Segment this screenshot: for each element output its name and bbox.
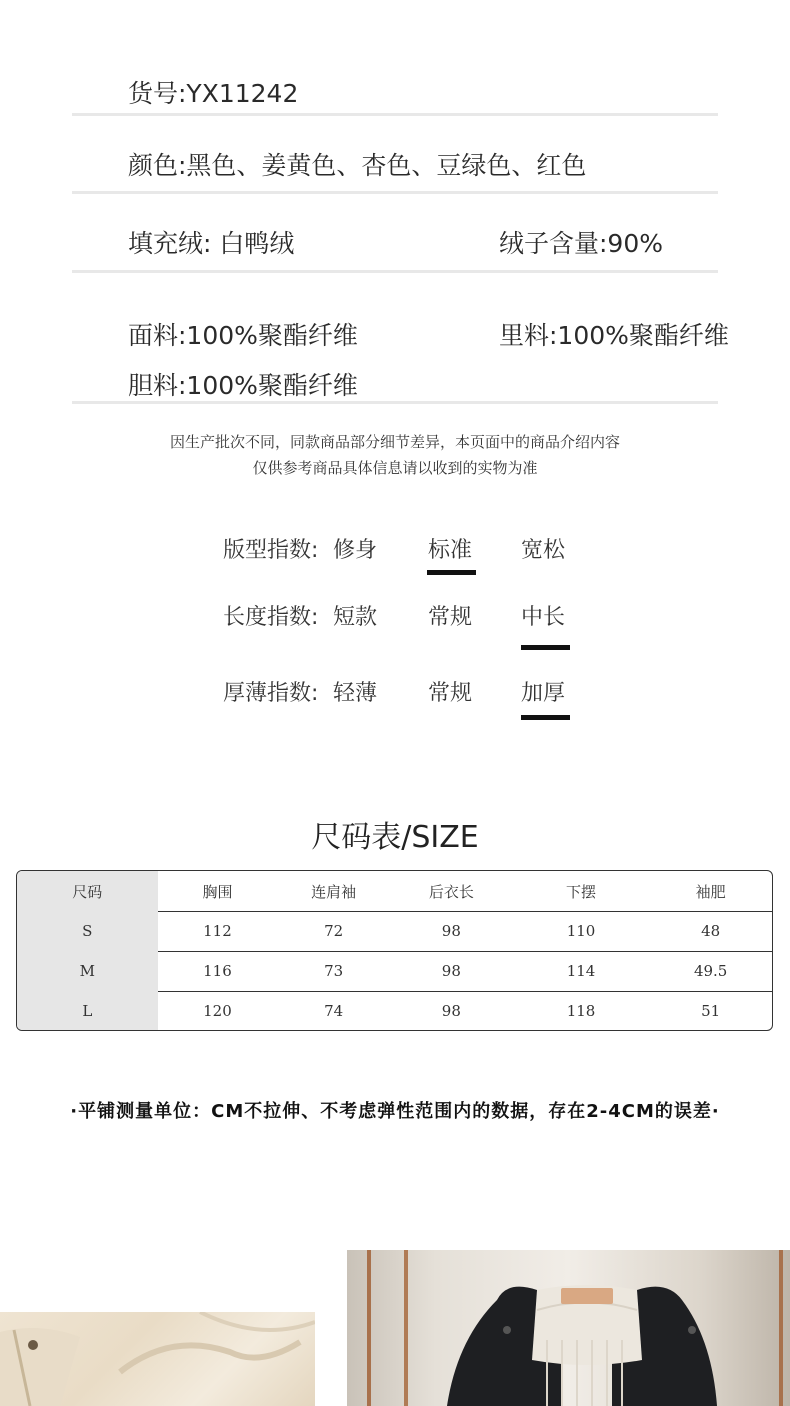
index-label: 版型指数: [223,538,319,563]
lining-spec: 里料:100%聚酯纤维 [499,321,729,350]
divider [72,191,718,194]
table-cell: 120 [203,1002,232,1020]
header-cell: 袖肥 [695,882,726,901]
table-cell: 48 [701,922,721,940]
size-cell: S [17,911,158,951]
table-cell: 98 [441,1002,461,1020]
product-photo-black [347,1250,790,1406]
index-option: 常规 [428,605,473,630]
measurement-note: ·平铺测量单位：CM不拉伸、不考虑弹性范围内的数据，存在2-4CM的误差· [70,1101,720,1122]
index-option: 短款 [333,605,378,630]
table-cell: 112 [203,922,232,940]
item-number: 货号:YX11242 [128,79,299,108]
index-option: 常规 [428,681,473,706]
table-row [17,951,772,991]
size-table [16,870,773,1031]
selected-indicator [427,570,476,575]
header-cell: 尺码 [17,871,158,911]
selected-indicator [521,645,570,650]
divider [72,270,718,273]
index-option: 修身 [333,538,378,563]
divider [72,113,718,116]
index-option: 轻薄 [333,681,378,706]
table-cell: 49.5 [693,962,728,980]
fabric-spec: 面料:100%聚酯纤维 [128,321,358,350]
index-option: 加厚 [521,681,566,706]
disclaimer-line-1: 因生产批次不同，同款商品部分细节差异，本页面中的商品介绍内容 [169,433,620,451]
filling-spec: 填充绒: 白鸭绒 [128,229,295,258]
table-cell: 114 [566,962,596,980]
table-cell: 51 [701,1002,721,1020]
size-cell: M [17,951,158,991]
index-option: 宽松 [521,538,566,563]
disclaimer-line-2: 仅供参考商品具体信息请以收到的实物为准 [252,459,538,477]
header-cell: 胸围 [202,882,233,901]
product-photo-beige [0,1312,315,1406]
table-row [17,911,772,951]
selected-indicator [521,715,570,720]
table-cell: 118 [566,1002,596,1020]
black-jacket-image [347,1250,790,1406]
index-option: 中长 [521,605,566,630]
beige-jacket-image [0,1312,315,1406]
table-cell: 116 [203,962,232,980]
colors-spec: 颜色:黑色、姜黄色、杏色、豆绿色、红色 [128,151,587,180]
liner-spec: 胆料:100%聚酯纤维 [128,371,358,400]
index-label: 厚薄指数: [223,681,319,706]
size-cell: L [17,991,158,1031]
table-cell: 98 [441,962,461,980]
down-content-spec: 绒子含量:90% [499,229,663,258]
table-cell: 98 [441,922,461,940]
table-row [17,991,772,1031]
header-cell: 连肩袖 [311,882,357,901]
header-cell: 后衣长 [428,882,474,901]
divider [72,401,718,404]
table-cell: 110 [566,922,596,940]
table-cell: 73 [324,962,344,980]
index-option: 标准 [428,538,473,563]
index-label: 长度指数: [223,605,319,630]
table-cell: 74 [324,1002,344,1020]
header-cell: 下摆 [566,882,597,901]
table-cell: 72 [324,922,344,940]
table-header-row [17,871,772,911]
size-table-title: 尺码表/SIZE [311,820,479,855]
